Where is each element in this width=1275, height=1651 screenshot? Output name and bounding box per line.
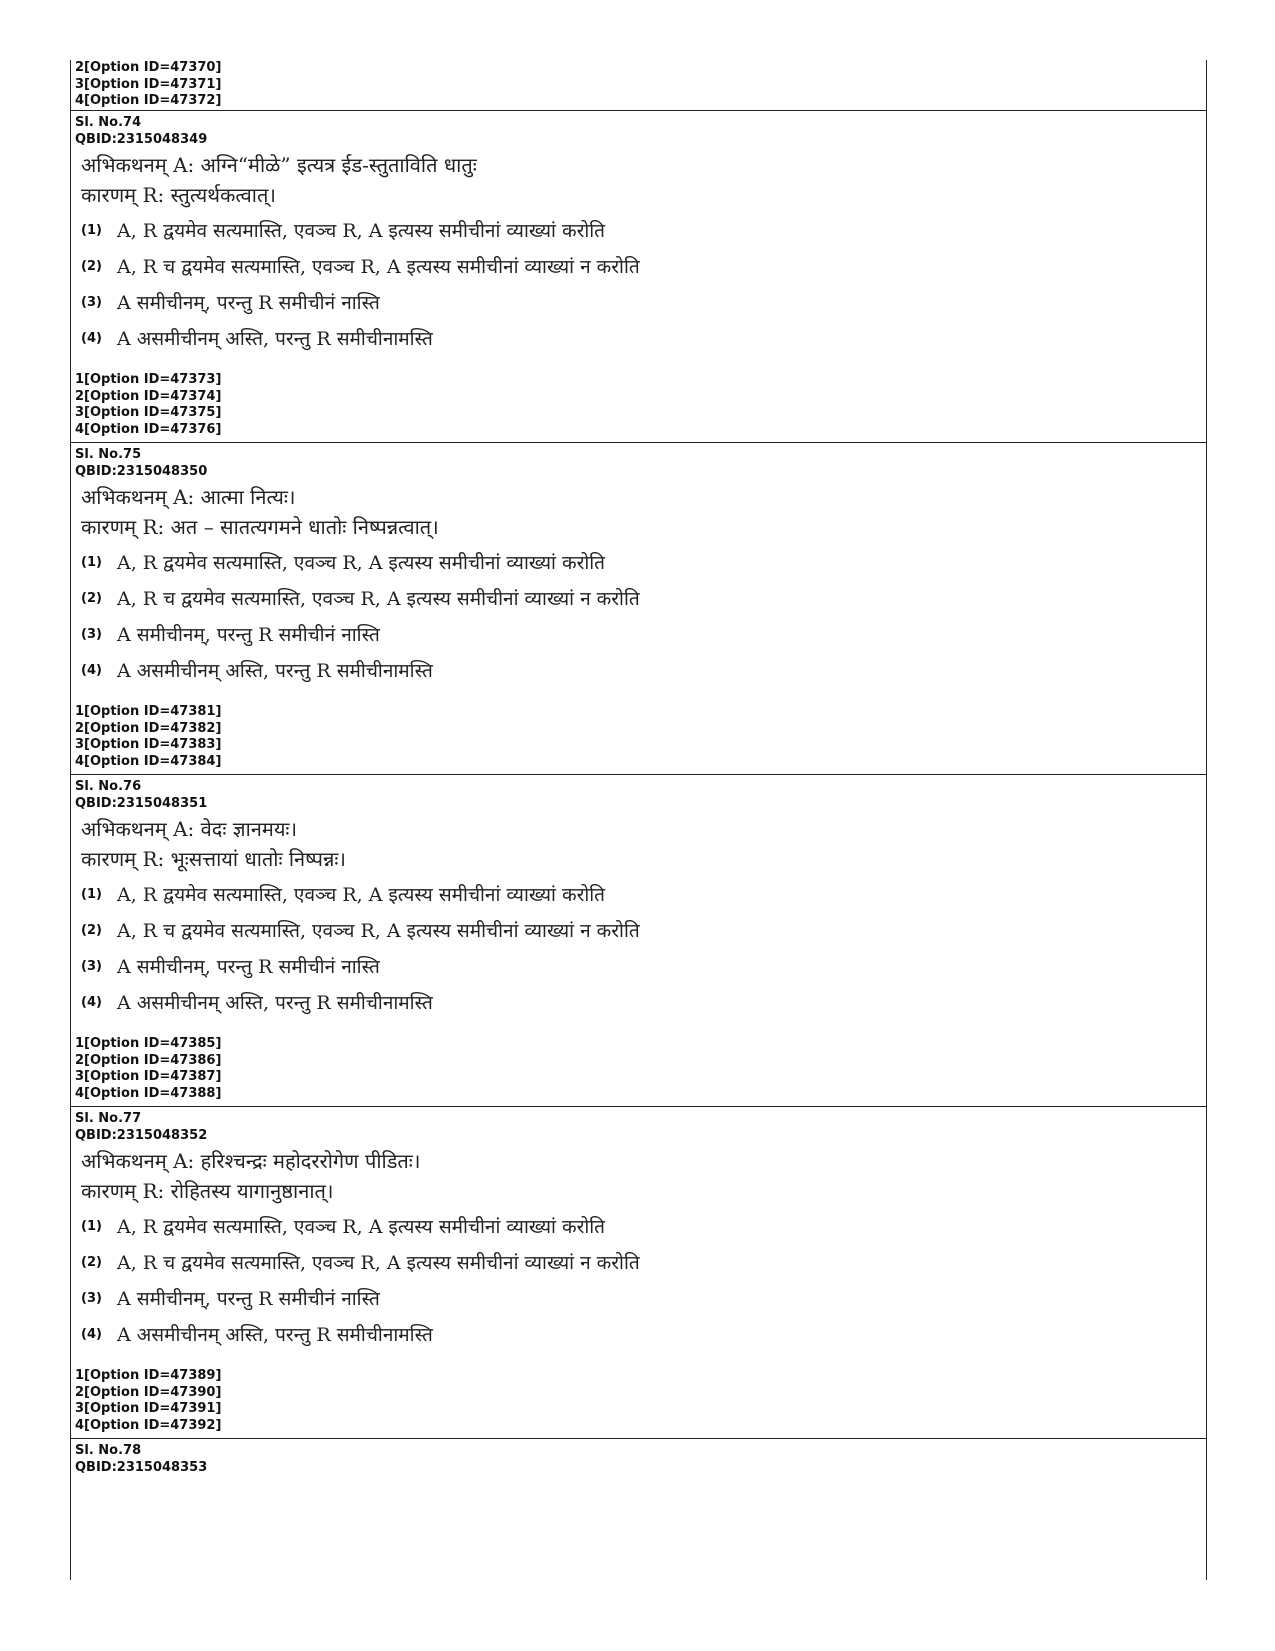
option-number: (1) — [81, 222, 102, 238]
option-number: (1) — [81, 554, 102, 570]
option-id: 2[Option ID=47382] — [75, 720, 222, 736]
qbid: QBID:2315048353 — [75, 1459, 208, 1475]
question-block — [71, 447, 1206, 770]
reason-text: कारणम् R: भूःसत्तायां धातोः निष्पन्नः। — [81, 847, 346, 871]
option-id: 3[Option ID=47371] — [75, 76, 222, 92]
option-id: 4[Option ID=47384] — [75, 753, 222, 769]
serial-number: Sl. No.78 — [75, 1443, 142, 1458]
option-text: A समीचीनम्, परन्तु R समीचीनं नास्ति — [117, 956, 380, 978]
qbid: QBID:2315048349 — [75, 131, 208, 147]
serial-number: Sl. No.77 — [75, 1111, 142, 1126]
option-text: A असमीचीनम् अस्ति, परन्तु R समीचीनामस्ति — [117, 660, 433, 682]
option-number: (3) — [81, 958, 102, 974]
option-number: (4) — [81, 662, 102, 678]
option-text: A, R च द्वयमेव सत्यमास्ति, एवञ्च R, A इत्यस्य समीचीनां व्याख्यां न करोति — [117, 1252, 640, 1274]
option-number: (3) — [81, 1290, 102, 1306]
reason-text: कारणम् R: अत – सातत्यगमने धातोः निष्पन्नत्वात्। — [81, 515, 439, 539]
option-id: 1[Option ID=47389] — [75, 1368, 222, 1383]
option-number: (1) — [81, 1218, 102, 1234]
option-id: 3[Option ID=47383] — [75, 737, 222, 752]
option-number: (4) — [81, 994, 102, 1010]
option-row — [71, 212, 1206, 248]
options-list — [71, 212, 1206, 356]
serial-number: Sl. No.76 — [75, 779, 142, 794]
option-row — [71, 1280, 1206, 1316]
option-text: A समीचीनम्, परन्तु R समीचीनं नास्ति — [117, 1288, 380, 1310]
option-number: (3) — [81, 626, 102, 642]
option-number: (4) — [81, 1326, 102, 1342]
divider — [71, 110, 1206, 111]
reason-text: कारणम् R: स्तुत्यर्थकत्वात्। — [81, 183, 276, 207]
question-block — [71, 1111, 1206, 1434]
assertion-text: अभिकथनम् A: हरिश्चन्द्रः महोदररोगेण पीडितः। — [81, 1149, 421, 1173]
option-row — [71, 984, 1206, 1020]
option-id-list — [71, 372, 1206, 438]
option-text: A असमीचीनम् अस्ति, परन्तु R समीचीनामस्ति — [117, 328, 433, 350]
option-id: 2[Option ID=47374] — [75, 388, 222, 404]
question-block — [71, 1443, 1206, 1476]
option-row — [71, 248, 1206, 284]
option-number: (2) — [81, 258, 102, 274]
question-block — [71, 115, 1206, 438]
assertion-text: अभिकथनम् A: अग्नि“मीळे” इत्यत्र ईड-स्तुताविति धातुः — [81, 153, 477, 177]
option-row — [71, 616, 1206, 652]
qbid: QBID:2315048351 — [75, 795, 208, 811]
qbid: QBID:2315048352 — [75, 1127, 208, 1143]
divider — [71, 774, 1206, 775]
option-text: A, R च द्वयमेव सत्यमास्ति, एवञ्च R, A इत्यस्य समीचीनां व्याख्यां न करोति — [117, 588, 640, 610]
option-row — [71, 876, 1206, 912]
option-id: 4[Option ID=47392] — [75, 1417, 222, 1433]
assertion-text: अभिकथनम् A: आत्मा नित्यः। — [81, 485, 296, 509]
option-row — [71, 652, 1206, 688]
option-id: 2[Option ID=47386] — [75, 1052, 222, 1068]
option-row — [71, 544, 1206, 580]
option-row — [71, 1208, 1206, 1244]
divider — [71, 1106, 1206, 1107]
option-id: 4[Option ID=47388] — [75, 1085, 222, 1101]
divider — [71, 442, 1206, 443]
option-number: (1) — [81, 886, 102, 902]
assertion-text: अभिकथनम् A: वेदः ज्ञानमयः। — [81, 817, 298, 841]
option-row — [71, 912, 1206, 948]
option-text: A समीचीनम्, परन्तु R समीचीनं नास्ति — [117, 292, 380, 314]
option-text: A, R च द्वयमेव सत्यमास्ति, एवञ्च R, A इत्यस्य समीचीनां व्याख्यां न करोति — [117, 256, 640, 278]
option-id: 4[Option ID=47376] — [75, 421, 222, 437]
option-number: (2) — [81, 1254, 102, 1270]
option-id: 4[Option ID=47372] — [75, 93, 222, 108]
option-number: (3) — [81, 294, 102, 310]
question-block — [71, 779, 1206, 1102]
option-id-list — [71, 1036, 1206, 1102]
serial-number: Sl. No.74 — [75, 115, 142, 130]
top-option-ids — [71, 60, 1206, 110]
option-row — [71, 948, 1206, 984]
options-list — [71, 544, 1206, 688]
option-text: A समीचीनम्, परन्तु R समीचीनं नास्ति — [117, 624, 380, 646]
option-id: 1[Option ID=47385] — [75, 1036, 222, 1051]
option-row — [71, 580, 1206, 616]
option-id: 3[Option ID=47391] — [75, 1401, 222, 1416]
reason-text: कारणम् R: रोहितस्य यागानुष्ठानात्। — [81, 1179, 334, 1203]
option-number: (2) — [81, 590, 102, 606]
option-id: 1[Option ID=47381] — [75, 704, 222, 719]
option-text: A, R द्वयमेव सत्यमास्ति, एवञ्च R, A इत्यस्य समीचीनां व्याख्यां करोति — [117, 1216, 606, 1238]
option-text: A, R द्वयमेव सत्यमास्ति, एवञ्च R, A इत्यस्य समीचीनां व्याख्यां करोति — [117, 884, 606, 906]
option-text: A, R च द्वयमेव सत्यमास्ति, एवञ्च R, A इत्यस्य समीचीनां व्याख्यां न करोति — [117, 920, 640, 942]
option-id: 1[Option ID=47373] — [75, 372, 222, 387]
option-row — [71, 1316, 1206, 1352]
question-paper-frame — [70, 60, 1207, 1580]
option-id-list — [71, 704, 1206, 770]
option-text: A असमीचीनम् अस्ति, परन्तु R समीचीनामस्ति — [117, 1324, 433, 1346]
option-id-list — [71, 1368, 1206, 1434]
option-row — [71, 284, 1206, 320]
serial-number: Sl. No.75 — [75, 447, 142, 462]
divider — [71, 1438, 1206, 1439]
option-number: (2) — [81, 922, 102, 938]
option-row — [71, 1244, 1206, 1280]
option-number: (4) — [81, 330, 102, 346]
option-text: A, R द्वयमेव सत्यमास्ति, एवञ्च R, A इत्यस्य समीचीनां व्याख्यां करोति — [117, 220, 606, 242]
option-id: 2[Option ID=47370] — [75, 60, 222, 75]
option-row — [71, 320, 1206, 356]
option-id: 2[Option ID=47390] — [75, 1384, 222, 1400]
qbid: QBID:2315048350 — [75, 463, 208, 479]
option-id: 3[Option ID=47375] — [75, 405, 222, 420]
option-id: 3[Option ID=47387] — [75, 1069, 222, 1084]
options-list — [71, 876, 1206, 1020]
option-text: A, R द्वयमेव सत्यमास्ति, एवञ्च R, A इत्यस्य समीचीनां व्याख्यां करोति — [117, 552, 606, 574]
option-text: A असमीचीनम् अस्ति, परन्तु R समीचीनामस्ति — [117, 992, 433, 1014]
options-list — [71, 1208, 1206, 1352]
